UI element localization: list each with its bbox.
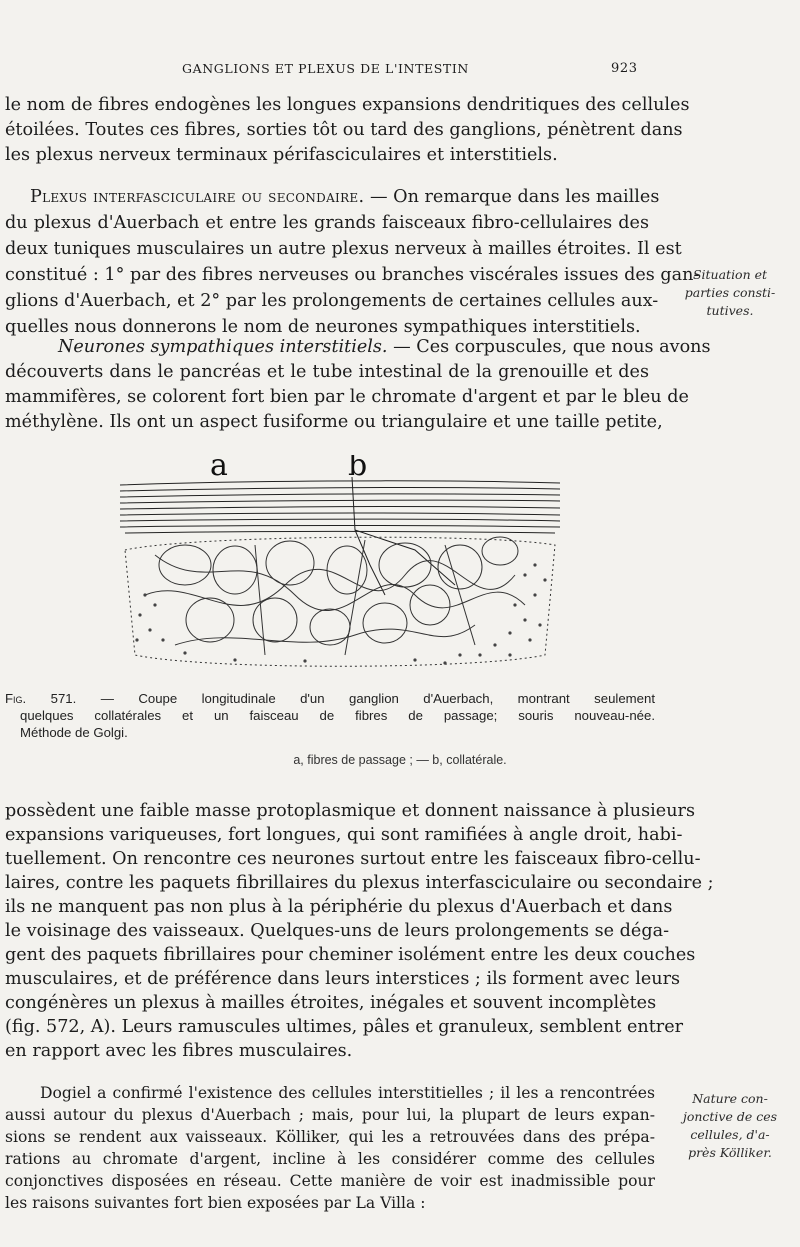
text-line: glions d'Auerbach, et 2° par les prolongements de certaines cellules aux- — [5, 291, 659, 311]
caption-line: quelques collatérales et un faisceau de fibres de passage; souris nouveau-née. — [20, 708, 655, 723]
text-line: congénères un plexus à mailles étroites, inégales et souvent incomplètes — [5, 993, 657, 1013]
margin-note-line: près Kölliker. — [688, 1145, 772, 1160]
margin-note-nature — [668, 1090, 792, 1162]
text-line — [58, 334, 711, 361]
margin-note-line: Nature con- — [692, 1091, 768, 1106]
text-line — [30, 184, 660, 211]
passage-fibers — [120, 477, 560, 595]
figure-caption — [5, 690, 655, 741]
text-line: gent des paquets fibrillaires pour cheminer isolément entre les deux couches — [5, 945, 696, 965]
text-line: en rapport avec les fibres musculaires. — [5, 1041, 353, 1061]
running-head — [0, 58, 800, 80]
section-heading: Plexus interfasciculaire ou secondaire. — [30, 187, 365, 207]
figure-legend: a, fibres de passage ; — b, collatérale. — [293, 753, 507, 767]
text-line: les raisons suivantes fort bien exposées par La Villa : — [5, 1194, 426, 1212]
text-span: — Ces corpuscules, que nous avons — [387, 337, 711, 357]
caption-line — [5, 690, 655, 707]
text-line: du plexus d'Auerbach et entre les grands faisceaux fibro-cellulaires des — [5, 213, 649, 233]
text-line: (fig. 572, A). Leurs ramuscules ultimes, pâles et granuleux, semblent entrer — [5, 1017, 684, 1037]
text-span: — On remarque dans les mailles — [364, 187, 660, 207]
caption-line: Méthode de Golgi. — [20, 725, 128, 740]
ganglion-illustration — [115, 455, 565, 685]
page-number: 923 — [611, 61, 638, 76]
text-line: quelles nous donnerons le nom de neurones sympathiques interstitiels. — [5, 317, 641, 337]
margin-note-situation — [668, 266, 792, 320]
figure-label-a: a — [210, 455, 228, 483]
text-line: expansions variqueuses, fort longues, qui sont ramifiées à angle droit, habi- — [5, 825, 683, 845]
granular-dots — [135, 563, 546, 664]
margin-note-line: cellules, d'a- — [690, 1127, 770, 1142]
text-line: les plexus nerveux terminaux périfasciculaires et interstitiels. — [5, 145, 558, 165]
ganglion-body — [125, 537, 555, 666]
text-line: conjonctives disposées en réseau. Cette manière de voir est inadmissible pour — [5, 1172, 655, 1190]
text-line: constitué : 1° par des fibres nerveuses ou branches viscérales issues des gan- — [5, 265, 700, 285]
section-heading: Neurones sympathiques interstitiels. — [58, 337, 388, 357]
figure-label-b: b — [348, 455, 368, 483]
text-line: laires, contre les paquets fibrillaires du plexus interfasciculaire ou secondaire ; — [5, 873, 714, 893]
text-line: rations au chromate d'argent, incline à les considérer comme des cellules — [5, 1150, 655, 1168]
margin-note-line: Situation et — [692, 267, 768, 282]
text-line: le nom de fibres endogènes les longues expansions dendritiques des cellules — [5, 95, 690, 115]
text-line: étoilées. Toutes ces fibres, sorties tôt ou tard des ganglions, pénètrent dans — [5, 120, 683, 140]
figure-number: Fig. 571. — [5, 691, 77, 706]
text-line: Dogiel a confirmé l'existence des cellules interstitielles ; il les a rencontrées — [40, 1084, 655, 1102]
text-line: le voisinage des vaisseaux. Quelques-uns de leurs prolongements se déga- — [5, 921, 670, 941]
text-line: découverts dans le pancréas et le tube intestinal de la grenouille et des — [5, 362, 649, 382]
text-line: deux tuniques musculaires un autre plexus nerveux à mailles étroites. Il est — [5, 239, 682, 259]
margin-note-line: jonctive de ces — [682, 1109, 778, 1124]
running-head-title: GANGLIONS ET PLEXUS DE L'INTESTIN — [182, 61, 469, 76]
text-line: aussi autour du plexus d'Auerbach ; mais, pour lui, la plupart de leurs expan- — [5, 1106, 655, 1124]
text-line: sions se rendent aux vaisseaux. Kölliker, qui les a retrouvées dans des prépa- — [5, 1128, 655, 1146]
text-line: tuellement. On rencontre ces neurones surtout entre les faisceaux fibro-cellu- — [5, 849, 701, 869]
text-line: ils ne manquent pas non plus à la périphérie du plexus d'Auerbach et dans — [5, 897, 673, 917]
text-line: mammifères, se colorent fort bien par le chromate d'argent et par le bleu de — [5, 387, 689, 407]
text-line: méthylène. Ils ont un aspect fusiforme ou triangulaire et une taille petite, — [5, 412, 663, 432]
text-line: musculaires, et de préférence dans leurs interstices ; ils forment avec leurs — [5, 969, 681, 989]
figure-571 — [115, 455, 565, 685]
margin-note-line: parties consti- — [684, 285, 776, 300]
caption-text: — Coupe longitudinale d'un ganglion d'Auerbach, montrant seulement — [76, 691, 655, 706]
text-line: possèdent une faible masse protoplasmique et donnent naissance à plusieurs — [5, 801, 695, 821]
margin-note-line: tutives. — [706, 303, 754, 318]
